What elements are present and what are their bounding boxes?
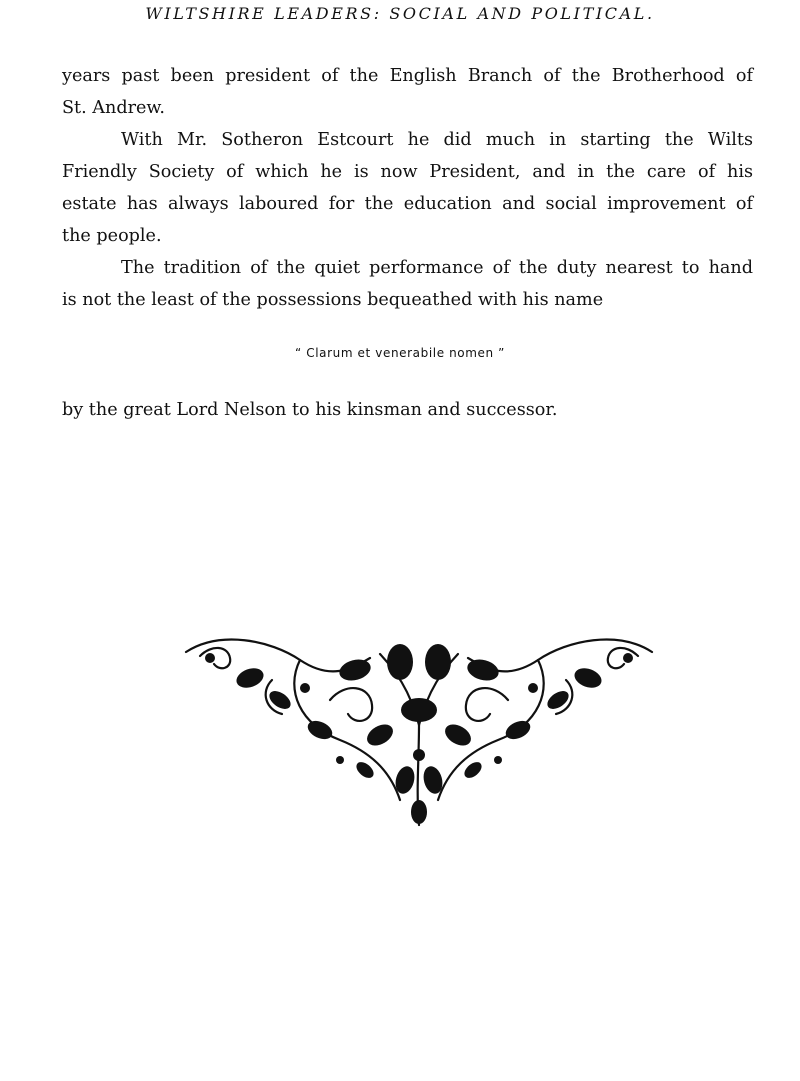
body-line-5: estate has always laboured for the education and social improvement of — [62, 194, 753, 214]
body-line-3: With Mr. Sotheron Estcourt he did much in starting the Wilts — [121, 130, 753, 150]
body-line-6: the people. — [62, 226, 162, 246]
latin-quote: “ Clarum et venerabile nomen ” — [295, 346, 505, 360]
body-line-2: St. Andrew. — [62, 98, 165, 118]
running-head: WILTSHIRE LEADERS: SOCIAL AND POLITICAL. — [145, 4, 655, 23]
body-line-4: Friendly Society of which he is now President, and in the care of his — [62, 162, 753, 182]
body-line-8: is not the least of the possessions bequeathed with his name — [62, 290, 604, 310]
body-line-7: The tradition of the quiet performance of the duty nearest to hand — [121, 258, 753, 278]
closing-line: by the great Lord Nelson to his kinsman and successor. — [62, 400, 558, 420]
body-line-1: years past been president of the English Branch of the Brotherhood of — [62, 66, 753, 86]
floral-tailpiece-ornament-icon — [180, 630, 658, 830]
